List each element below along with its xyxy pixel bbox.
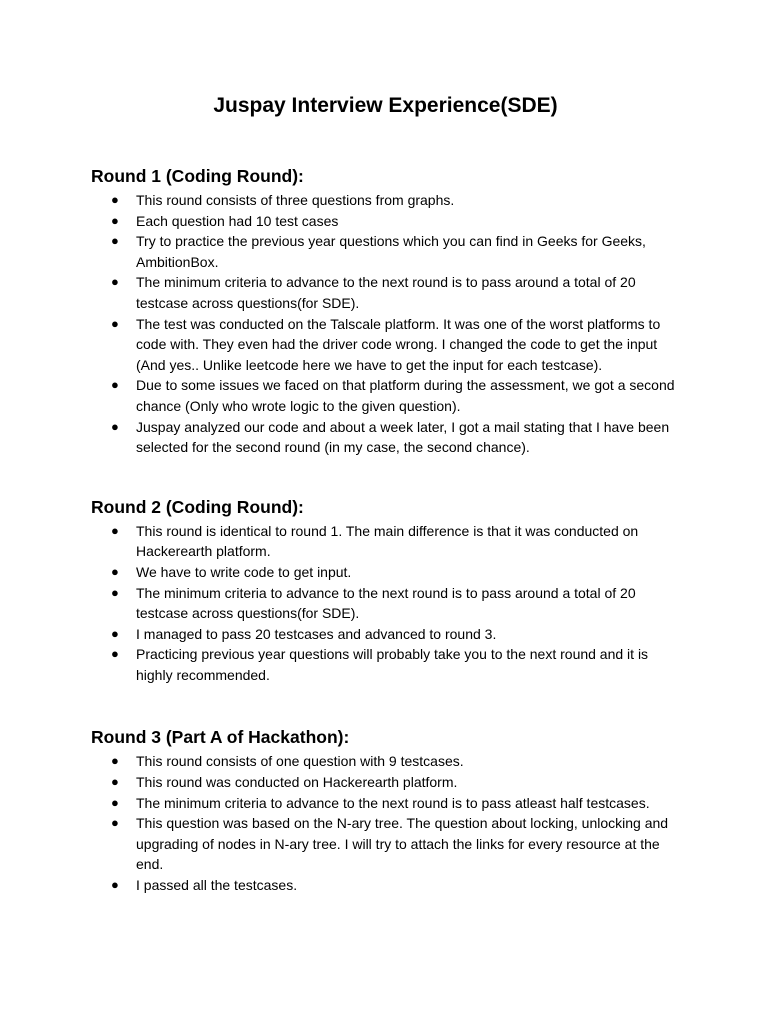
bullet-list (91, 751, 680, 895)
section-spacer (91, 458, 680, 496)
bullet-icon: ● (111, 584, 119, 600)
list-item (91, 813, 680, 875)
bullet-icon: ● (111, 877, 119, 893)
list-item-text: We have to write code to get input. (136, 563, 352, 580)
list-item (91, 751, 680, 772)
list-item-text: The minimum criteria to advance to the next round is to pass atleast half testcases. (136, 794, 650, 811)
bullet-icon: ● (111, 563, 119, 579)
bullet-icon: ● (111, 233, 119, 249)
list-item-text: Practicing previous year questions will probably take you to the next round and it is highly recommended. (136, 646, 649, 683)
bullet-icon: ● (111, 625, 119, 641)
bullet-icon: ● (111, 192, 119, 207)
bullet-list (91, 190, 680, 458)
list-item-text: The test was conducted on the Talscale platform. It was one of the worst platforms to code with. They even had the driver code wrong. I changed the code to get the input (And yes.. Unlike leetcode here we have to get the input for each testcase). (136, 315, 661, 373)
section-round-3 (91, 726, 680, 895)
section-heading: Round 2 (Coding Round): (91, 496, 304, 517)
document-title: Juspay Interview Experience(SDE) (213, 94, 558, 117)
bullet-icon: ● (111, 212, 119, 228)
bullet-icon: ● (111, 774, 119, 790)
section-spacer (91, 685, 680, 726)
bullet-icon: ● (111, 315, 119, 331)
list-item (91, 314, 680, 376)
bullet-icon: ● (111, 377, 119, 393)
section-heading: Round 3 (Part A of Hackathon): (91, 727, 350, 748)
list-item (91, 875, 680, 896)
list-item (91, 375, 680, 416)
list-item (91, 231, 680, 272)
list-item-text: I passed all the testcases. (136, 877, 298, 894)
list-item (91, 521, 680, 562)
bullet-icon: ● (111, 418, 119, 434)
list-item-text: Each question had 10 test cases (136, 212, 339, 229)
list-item-text: The minimum criteria to advance to the next round is to pass around a total of 20 testcase across questions(for SDE). (136, 584, 636, 622)
bullet-icon: ● (111, 753, 119, 769)
bullet-icon: ● (111, 646, 119, 662)
bullet-icon: ● (111, 815, 119, 831)
list-item-text: This round was conducted on Hackerearth platform. (136, 774, 458, 791)
list-item-text: The minimum criteria to advance to the next round is to pass around a total of 20 testcase across questions(for SDE). (136, 274, 636, 311)
section-round-2 (91, 496, 680, 686)
list-item (91, 793, 680, 814)
list-item (91, 644, 680, 685)
list-item (91, 624, 680, 645)
list-item-text: Juspay analyzed our code and about a week later, I got a mail stating that I have been selected for the second round (in my case, the second chance). (136, 418, 670, 456)
list-item (91, 272, 680, 313)
list-item-text: This round consists of one question with 9 testcases. (136, 753, 464, 770)
list-item (91, 417, 680, 458)
bullet-icon: ● (111, 522, 119, 538)
section-heading: Round 1 (Coding Round): (91, 166, 304, 186)
list-item-text: This question was based on the N-ary tree. The question about locking, unlocking and upgrading of nodes in N-ary tree. I will try to attach the links for every resource at the end. (136, 815, 669, 873)
list-item-text: I managed to pass 20 testcases and advanced to round 3. (136, 625, 497, 642)
list-item-text: Due to some issues we faced on that platform during the assessment, we got a second chance (Only who wrote logic to the given question). (136, 377, 675, 414)
list-item (91, 562, 680, 583)
list-item (91, 190, 680, 211)
list-item-text: Try to practice the previous year questions which you can find in Geeks for Geeks, AmbitionBox. (136, 233, 646, 270)
section-round-1 (91, 165, 680, 458)
bullet-icon: ● (111, 794, 119, 810)
list-item-text: This round is identical to round 1. The main difference is that it was conducted on Hackerearth platform. (136, 522, 639, 560)
bullet-icon: ● (111, 274, 119, 290)
bullet-list (91, 521, 680, 686)
list-item (91, 211, 680, 232)
list-item-text: This round consists of three questions from graphs. (136, 192, 455, 208)
list-item (91, 772, 680, 793)
list-item (91, 583, 680, 624)
